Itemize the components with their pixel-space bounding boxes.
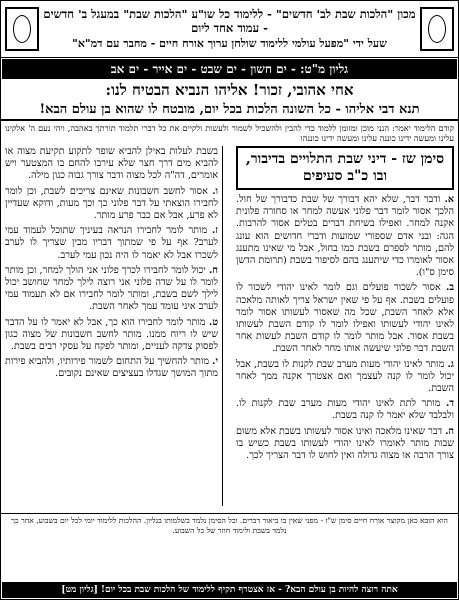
ornament-left-icon bbox=[5, 7, 39, 51]
paragraph-text: ודבר דבר, שלא יהא דבורך של שבת כדבורך של חול. הלכך אסור לומר דבר פלוני אעשה למחר או סחורה פלונית אקנה למחר. ואפילו בשיחת דברים בטלים אסור להרבות. הגה: ובני אדם שספורי שמועות ודברי חדושים הוא עונג להם, מותר לספרם בשבת כמו בחול, אבל מי שאינו מתענג אסור לאומרו כדי שיתענג בהם לסיפור בשבת (תרומת הדשן סימן ס"ו). bbox=[236, 194, 454, 279]
paragraph bbox=[236, 194, 454, 279]
paragraph-text: מותר לומר לחבירו הוא כך, אבל לא יאמר לו על הדבר שיש לו ריוח ממנו. מותר לחשב חשבונות של מצוה כגון לפסוק צדקה לעניים, ומותר לפקח על עסקי רבים בשבת. bbox=[5, 316, 218, 353]
paragraph-text: מותר לתת לאינו יהודי מעות מערב שבת לקנות לו. ולבלבד שלא יאמר לו קנה בשבת. bbox=[236, 398, 454, 422]
paragraph-letter: י. bbox=[212, 356, 218, 368]
ornament-right-icon bbox=[420, 7, 454, 51]
header-title: מכון "הלכות שבת לב' חדשים" - ללימוד כל שו"ע "הלכות שבת" במעגל ב' חדשים - עמוד אחד ליום bbox=[43, 7, 416, 35]
paragraph bbox=[5, 356, 218, 380]
paragraph bbox=[5, 225, 218, 262]
paragraph-letter: א. bbox=[444, 194, 454, 205]
header bbox=[1, 1, 458, 58]
paragraph bbox=[236, 359, 454, 396]
paragraph-text: מותר לומר לחבירו הנראה בעיניך שתוכל לעמוד עמי לערב? אף על פי שמתוך דבריו מבין שצריך לו לערב לשכרו אבל לא יאמר לו היה נכון עמי לערב. bbox=[5, 225, 218, 261]
paragraph-letter: ב. bbox=[446, 282, 454, 294]
paragraph bbox=[236, 426, 454, 463]
paragraph bbox=[5, 146, 218, 183]
right-column bbox=[236, 146, 454, 506]
intro-text: קודם הלימוד יאמר: הנני מוכן ומזומן ללמוד כדי להבין ולהשכיל לשמור ולעשות ולקיים את כל דברי תלמוד תורתך באהבה, ויהי נעם ה' אלקינו עלינו ומעשה ידינו כוננה עלינו ומעשה ידינו כוננהו bbox=[5, 123, 454, 143]
paragraph bbox=[5, 265, 218, 314]
paragraph-letter: ו. bbox=[212, 185, 218, 197]
paragraph bbox=[5, 186, 218, 223]
paragraph-text: דבר שאינו מלאכה ואינו אסור לעשותו בשבת אלא משום שבות מותר לאומרו לאינו יהודי לעשותו בשבת כשיש בו צורך הרבה או מצוה גדולה ואין לחוש לו דבר הצריך לכך. bbox=[236, 425, 454, 462]
header-subtitle: שעל ידי "מפעל עולמי ללימוד שולחן ערוך אורח חיים - מחבר עם דמ"א" bbox=[72, 37, 387, 50]
right-paragraphs bbox=[236, 194, 454, 462]
footer-bar: אתה רוצה להיות בן עולם הבא? - אז אצטרף תקיף ללימוד של הלכות שבת בכל יום! [גליון מט] bbox=[2, 582, 457, 598]
paragraph-text: אסור לשכור פועלים וגם לומר לאינו יהודי לשכור לו פועלים בשבת. אף על פי שאין ישראל צריך לאותה מלאכה אלא לאחר השבת, שכל מה שאסור לעשותו אסור לומר לאינו יהודי לעשותו ואפילו לומר לו קודם השבת לעשותו בשבת אסור. אבל מותר לומר לו קודם השבת לעשות אחר השבת דבר פלוני שיעשה אותו מחר לאחר השבת. bbox=[236, 282, 454, 355]
paragraph-text: יכול לומר לחבירו לכרך פלוני אני הולך למחר, וכן מותר לומר לו על שדה פלוני אני רוצה לילך למחר שחושב יכול לילך לשם בשבת, ומותר לומר לחבירו אם לא תעמוד עמי לערב איני עומד עמך לאחר השבת. bbox=[5, 264, 218, 313]
issue-line: גליון מ"ט: - ים חשון - ים שבט - ים אייר - ים אב bbox=[2, 59, 457, 79]
paragraph-letter: ה. bbox=[445, 425, 454, 437]
paragraph-text: מותר להחשיך על התחום לשמור פירותיו, ולהביא פירות מתוך המושך שגדלו בעציצים שאינם נקובים. bbox=[5, 356, 218, 380]
subheadline: תנא דבי אליהו - כל השונה הלכות בכל יום, מובטח לו שהוא בן עולם הבא! bbox=[1, 101, 458, 121]
paragraph-text: אסור לחשב חשבונות שאינם צריכים לשבת, וכן לומר לחבירו הוצאתי על דבר פלוני כך וכך מעות, ודוקא שעדיין לא פרע, אבל אם כבר פרע מותר. bbox=[5, 185, 218, 222]
left-column bbox=[5, 146, 223, 506]
paragraph-letter: ג. bbox=[447, 358, 454, 370]
section-title: סימן שז - דיני שבת התלויים בדיבור, ובו כ"ב סעיפים bbox=[236, 146, 454, 190]
paragraph-text: בשבת לעלות באילן להביא שופר לתקוע תקיעת מצוה או להביא מים דרך חצר שלא עירבו להחם בו המצטער ויש אומרים, דה"ה לכל מצוה ודבר צורך גבוה כגון מילה. bbox=[5, 146, 218, 182]
left-paragraphs bbox=[5, 146, 218, 381]
paragraph bbox=[5, 317, 218, 354]
paragraph-letter: ז. bbox=[211, 225, 218, 237]
paragraph bbox=[236, 398, 454, 422]
paragraph bbox=[236, 282, 454, 355]
paragraph-letter: ח. bbox=[208, 264, 218, 276]
paragraph-letter: ט. bbox=[208, 316, 218, 328]
paragraph-text: מותר לאינו יהודי מעות מערב שבת לקנות לו בשבת, אבל יכול לומר לו קנה לעצמך ואם אצטרך אקנה ממך לאחר השבת. bbox=[236, 358, 454, 395]
paragraph-letter: ד. bbox=[446, 398, 454, 410]
headline: אחי אהובי, זכור! אליהו הנביא הבטיח לנו: bbox=[105, 81, 354, 99]
footer-note: הוא הובא כאן מקוצר אורח חיים סימן ש"ז - מפני שאין בו ביאור דברים. וכל הסימן נלמד בשלמותו בגליון. ההלכות ללימוד יומי לכל יום בשבוע, אחר כך נלמד בשבת ולימוד חוזר של כל השבוע. bbox=[1, 513, 458, 537]
